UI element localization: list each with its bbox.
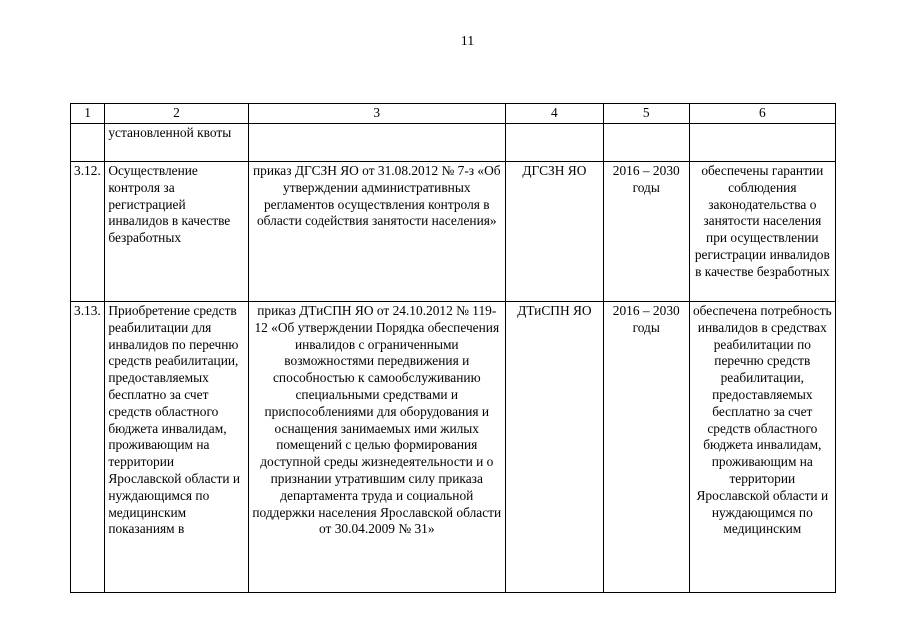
header-cell: 5 <box>603 104 689 124</box>
row-number: 3.13. <box>71 302 105 593</box>
table-header-row <box>71 104 836 124</box>
table-row <box>71 124 836 162</box>
executor-cell: ДГСЗН ЯО <box>505 162 603 302</box>
period-cell <box>603 124 689 162</box>
row-number: 3.12. <box>71 162 105 302</box>
activity-cell: установленной квоты <box>105 124 248 162</box>
period-cell: 2016 – 2030 годы <box>603 162 689 302</box>
page-number: 11 <box>460 34 475 49</box>
result-cell <box>689 124 835 162</box>
activity-cell: Осуществление контроля за регистрацией инвалидов в качестве безработных <box>105 162 248 302</box>
period-cell: 2016 – 2030 годы <box>603 302 689 593</box>
header-cell: 6 <box>689 104 835 124</box>
result-cell: обеспечена потребность инвалидов в средствах реабилитации по перечню средств реабилитации, предоставляемых бесплатно за счет средств областного бюджета инвалидам, проживающим на территории Ярославской области и нуждающимся по медицинским <box>689 302 835 593</box>
result-cell: обеспечены гарантии соблюдения законодательства о занятости населения при осуществлении регистрации инвалидов в качестве безработных <box>689 162 835 302</box>
document-cell: приказ ДГСЗН ЯО от 31.08.2012 № 7-з «Об утверждении административных регламентов осуществления контроля в области содействия занятости населения» <box>248 162 505 302</box>
document-cell: приказ ДТиСПН ЯО от 24.10.2012 № 119-12 «Об утверждении Порядка обеспечения инвалидов с ограниченными возможностями передвижения и способностью к самообслуживанию специальными средствами и приспособлениями для оборудования и оснащения занимаемых ими жилых помещений с целью формирования доступной среды жизнедеятельности и о признании утратившим силу приказа департамента труда и социальной поддержки населения Ярославской области от 30.04.2009 № 31» <box>248 302 505 593</box>
activity-cell: Приобретение средств реабилитации для инвалидов по перечню средств реабилитации, предоставляемых бесплатно за счет средств областного бюджета инвалидам, проживающим на территории Ярославской области и нуждающимся по медицинским показаниям в <box>105 302 248 593</box>
document-cell <box>248 124 505 162</box>
row-number <box>71 124 105 162</box>
table-row <box>71 162 836 302</box>
header-cell: 2 <box>105 104 248 124</box>
executor-cell: ДТиСПН ЯО <box>505 302 603 593</box>
header-cell: 3 <box>248 104 505 124</box>
executor-cell <box>505 124 603 162</box>
measures-table <box>70 103 836 593</box>
header-cell: 4 <box>505 104 603 124</box>
header-cell: 1 <box>71 104 105 124</box>
table-row <box>71 302 836 593</box>
